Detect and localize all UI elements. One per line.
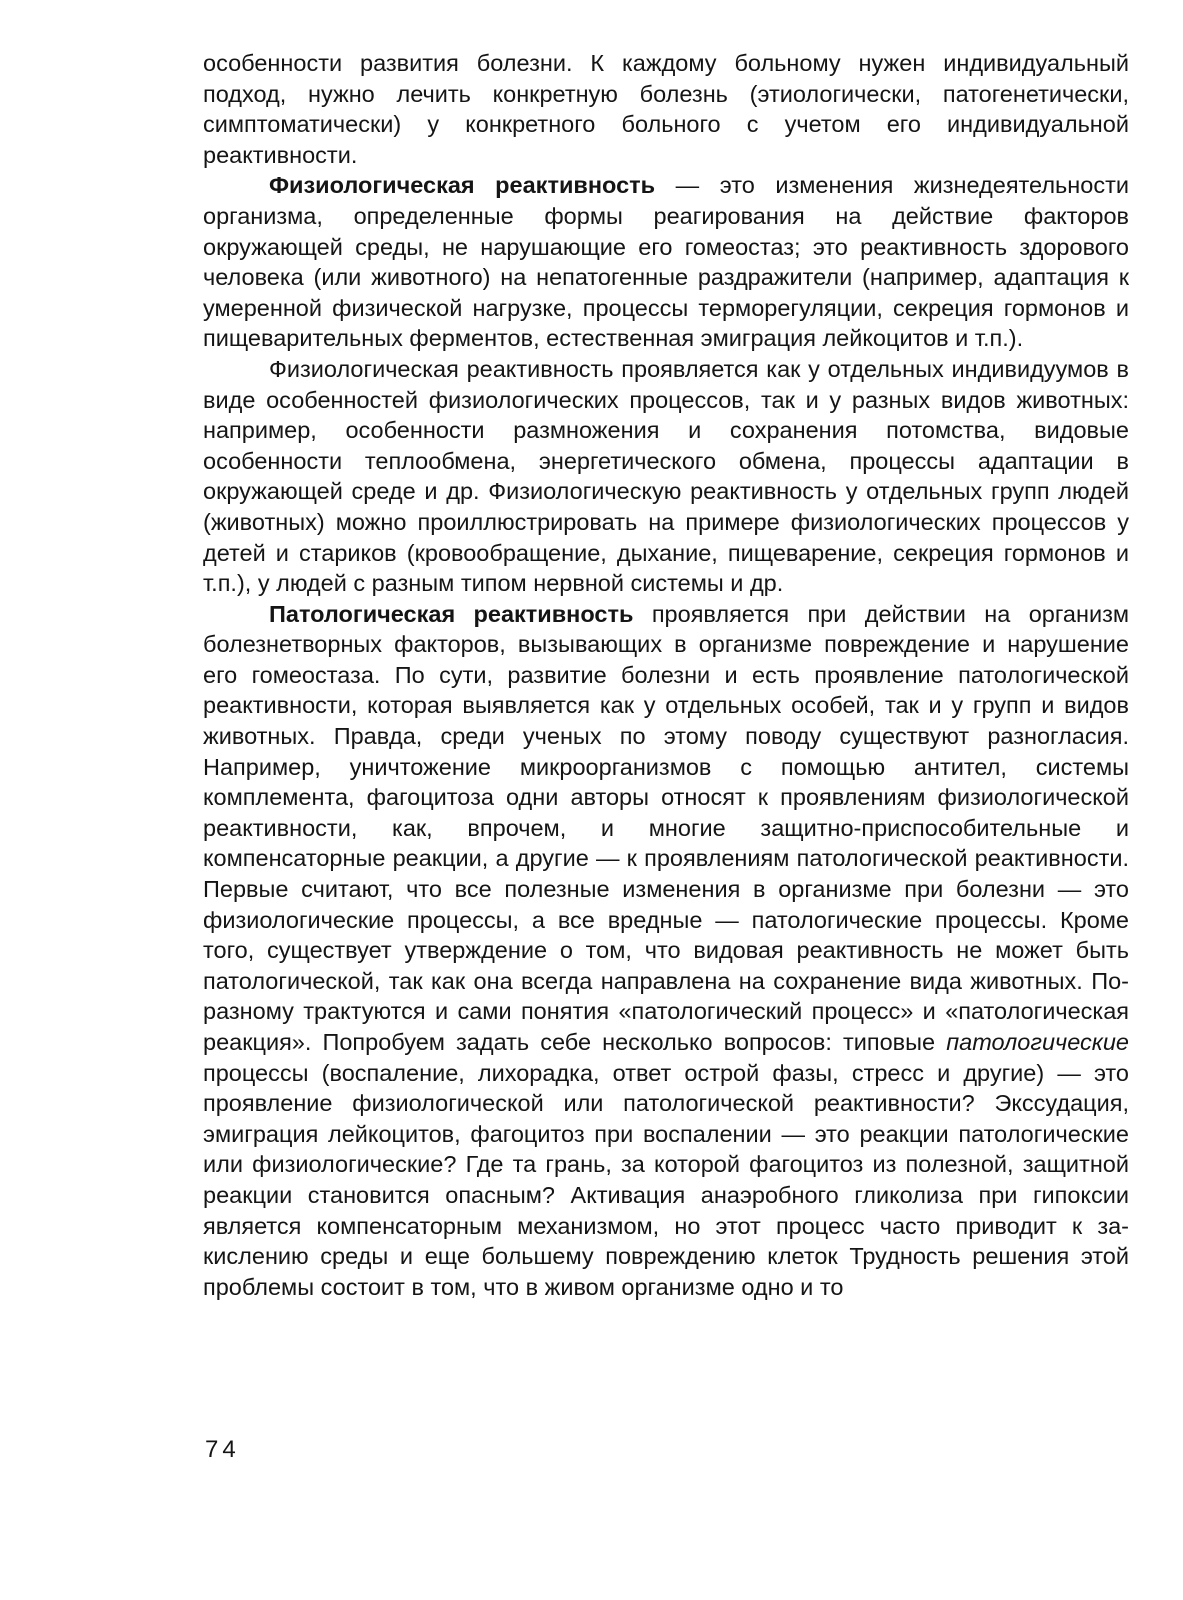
paragraph-1-text: особенности развития болезни. К каждому больному нужен индивидуальный подход, нужно лечить конкретную болезнь (этиологически, патогенетически, симптоматически) у конкретного больного с учетом его индивидуальной реактивности. [203, 50, 1129, 168]
page-number: 74 [205, 1436, 240, 1463]
paragraph-2-text: — это изменения жизнедеятельности организма, определенные формы реагирования на действие факторов окружающей среды, не нарушающие его гомеостаз; это реактивность здорового человека (или животного) на непатогенные раздражители (например, адаптация к умеренной физической нагрузке, процессы терморегуляции, секреция гормонов и пищеварительных ферментов, естественная эмиграция лейкоцитов и т.п.). [203, 172, 1129, 352]
term-physiological-reactivity: Физиологическая реактивность [269, 172, 656, 199]
paragraph-4-text-before: проявляется при действии на организм болезнетворных факторов, вызывающих в организме повреждение и нарушение его гомеостаза. По сути, развитие болезни и есть проявление патологической реактивности, которая выявляется как у отдельных особей, так и у групп и видов животных. Правда, среди ученых по этому поводу существуют разногласия. Например, уничтожение микроорганизмов с помощью антител, системы комплемента, фагоцитоза одни авторы относят к проявлениям физиологической реактивности, как, впрочем, и многие защитно-приспособительные и компенсаторные реакции, а другие — к проявлениям патологической реактивности. Первые считают, что все полезные изменения в организме при болезни — это физиологические процессы, а все вредные — патологические процессы. Кроме того, существует утверждение о том, что видовая реактивность не может быть патологической, так как она всегда направлена на сохранение вида животных. По-разному трактуются и сами понятия «патологический процесс» и «патологическая реакция». Попробуем задать себе несколько вопросов: типовые [203, 600, 1129, 1055]
paragraph-4-text-after: процессы (воспаление, лихорадка, ответ острой фазы, стресс и другие) — это проявление физиологической или патологической реактивности? Экссудация, эмиграция лейкоцитов, фагоцитоз при воспалении — это реакции патологические или физиологические? Где та грань, за которой фагоцитоз из полезной, защитной реакции становится опасным? Активация анаэробного гликолиза при гипоксии является компенсаторным механизмом, но этот процесс часто приводит к закислению среды и еще большему повреждению клеток Трудность решения этой проблемы состоит в том, что в живом организме одно и то [203, 1059, 1129, 1300]
paragraph-1 [203, 48, 1129, 170]
term-pathological-reactivity: Патологическая реактивность [269, 600, 634, 627]
page-body [203, 48, 1129, 1302]
paragraph-3-text: Физиологическая реактивность проявляется как у отдельных индивидуумов в виде особенностей физиологических процессов, так и у разных видов животных: например, особенности размножения и сохранения потомства, видовые особенности теплообмена, энергетического обмена, процессы адаптации в окружающей среде и др. Физиологическую реактивность у отдельных групп людей (животных) можно проиллюстрировать на примере физиологических процессов у детей и стариков (кровообращение, дыхание, пищеварение, секреция гормонов и т.п.), у людей с разным типом нервной системы и др. [203, 355, 1129, 597]
emphasis-pathological: патологические [946, 1029, 1129, 1055]
paragraph-physiological-reactivity [203, 170, 1129, 354]
paragraph-3 [203, 354, 1129, 599]
paragraph-pathological-reactivity [203, 599, 1129, 1303]
